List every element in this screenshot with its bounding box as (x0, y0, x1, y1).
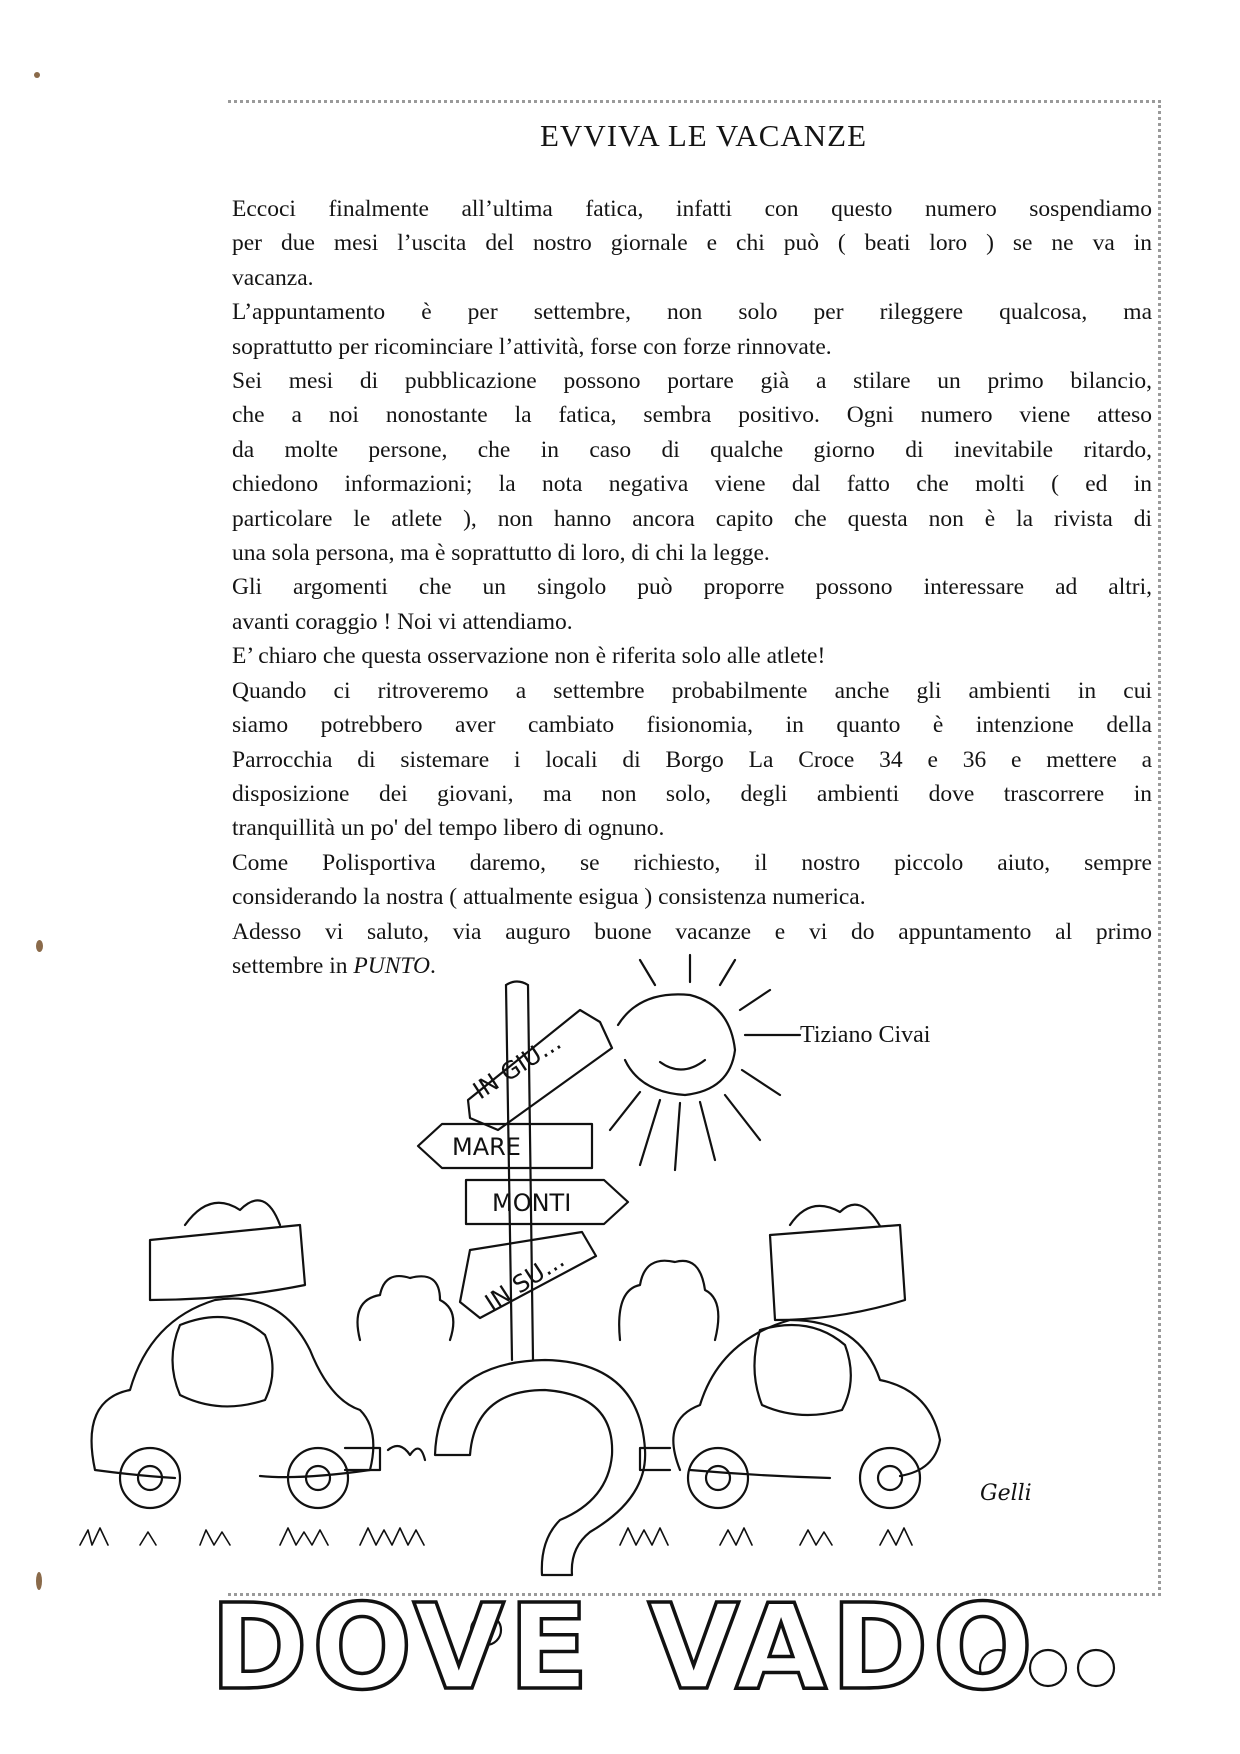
sign-in-su: IN SU... (480, 1245, 570, 1318)
right-car-rear-hub (878, 1466, 902, 1490)
right-car-luggage (770, 1205, 905, 1320)
article-line: Eccoci finalmente all’ultima fatica, infatti con questo numero sospendiamo (232, 196, 1152, 222)
right-car-body (673, 1320, 940, 1478)
article-line: da molte persone, che in caso di qualche giorno di inevitabile ritardo, (232, 436, 1152, 463)
sun-rays (610, 955, 800, 1170)
article-title: EVVIVA LE VACANZE (540, 118, 868, 153)
last-line-suffix: . (430, 952, 436, 979)
article-line: Quando ci ritroveremo a settembre probabilmente anche gli ambienti in cui (232, 677, 1152, 704)
article-line: Adesso vi saluto, via auguro buone vacanze e vi do appuntamento al primo (232, 918, 1152, 945)
left-car-luggage (150, 1200, 305, 1300)
author-signature: Tiziano Civai (800, 1022, 931, 1048)
question-mark (435, 1360, 645, 1575)
article-line: vacanza. (232, 264, 314, 291)
article-line: Parrocchia di sistemare i locali di Borgo La Croce 34 e 36 e mettere a (232, 746, 1152, 773)
sun-face (618, 994, 735, 1095)
left-car-window (173, 1317, 273, 1406)
article-line: considerando la nostra ( attualmente esigua ) consistenza numerica. (232, 884, 866, 911)
article-line: per due mesi l’uscita del nostro giornale e chi può ( beati loro ) se ne va in (232, 230, 1152, 257)
article-line: una sola persona, ma è soprattutto di loro, di chi la legge. (232, 540, 770, 567)
artist-signature: Gelli (980, 1481, 1032, 1506)
newspaper-name: PUNTO (353, 952, 431, 979)
bush-left (358, 1276, 454, 1340)
last-line-prefix: settembre in (232, 952, 354, 979)
right-car-rear-wheel (860, 1448, 920, 1508)
article-line: che a noi nonostante la fatica, sembra positivo. Ogni numero viene atteso (232, 402, 1152, 429)
article-line: tranquillità un po' del tempo libero di ognuno. (232, 815, 665, 842)
right-car-front-wheel (688, 1448, 748, 1508)
left-car-rear-hub (306, 1466, 330, 1490)
sign-monti: MONTI (492, 1189, 572, 1217)
article-line: siamo potrebbero aver cambiato fisionomia, in quanto è intenzione della (232, 712, 1152, 739)
caption-vado: VADO (648, 1578, 1037, 1716)
article-line: soprattutto per ricominciare l’attività, forse con forze rinnovate. (232, 333, 832, 360)
article-line: E’ chiaro che questa osservazione non è riferita solo alle atlete! (232, 643, 826, 670)
bush-right (619, 1261, 718, 1340)
article-line: L’appuntamento è per settembre, non solo per rileggere qualcosa, ma (232, 299, 1152, 326)
article-line: disposizione dei giovani, ma non solo, degli ambienti dove trascorrere in (232, 780, 1152, 807)
sign-in-giu: IN GIU... (468, 1027, 567, 1106)
article-line: particolare le atlete ), non hanno ancora capito che questa non è la rivista di (232, 505, 1152, 532)
sun-smile (660, 1060, 705, 1070)
right-car-front-hub (706, 1466, 730, 1490)
caption-ellipsis-dot-3 (1078, 1650, 1114, 1686)
right-car-window (754, 1325, 850, 1415)
article-line: Come Polisportiva daremo, se richiesto, il nostro piccolo aiuto, sempre (232, 849, 1152, 876)
article-line: Sei mesi di pubblicazione possono portare già a stilare un primo bilancio, (232, 368, 1152, 395)
sign-mare: MARE (452, 1133, 521, 1161)
left-car-exhaust (345, 1446, 425, 1470)
article-line: avanti coraggio ! Noi vi attendiamo. (232, 608, 573, 635)
caption-dove: DOVE (210, 1578, 594, 1716)
left-car-front-hub (138, 1466, 162, 1490)
article-line: chiedono informazioni; la nota negativa viene dal fatto che molti ( ed in (232, 471, 1152, 498)
article-line: Gli argomenti che un singolo può proporre possono interessare ad altri, (232, 574, 1152, 601)
grass-line (80, 1528, 912, 1545)
